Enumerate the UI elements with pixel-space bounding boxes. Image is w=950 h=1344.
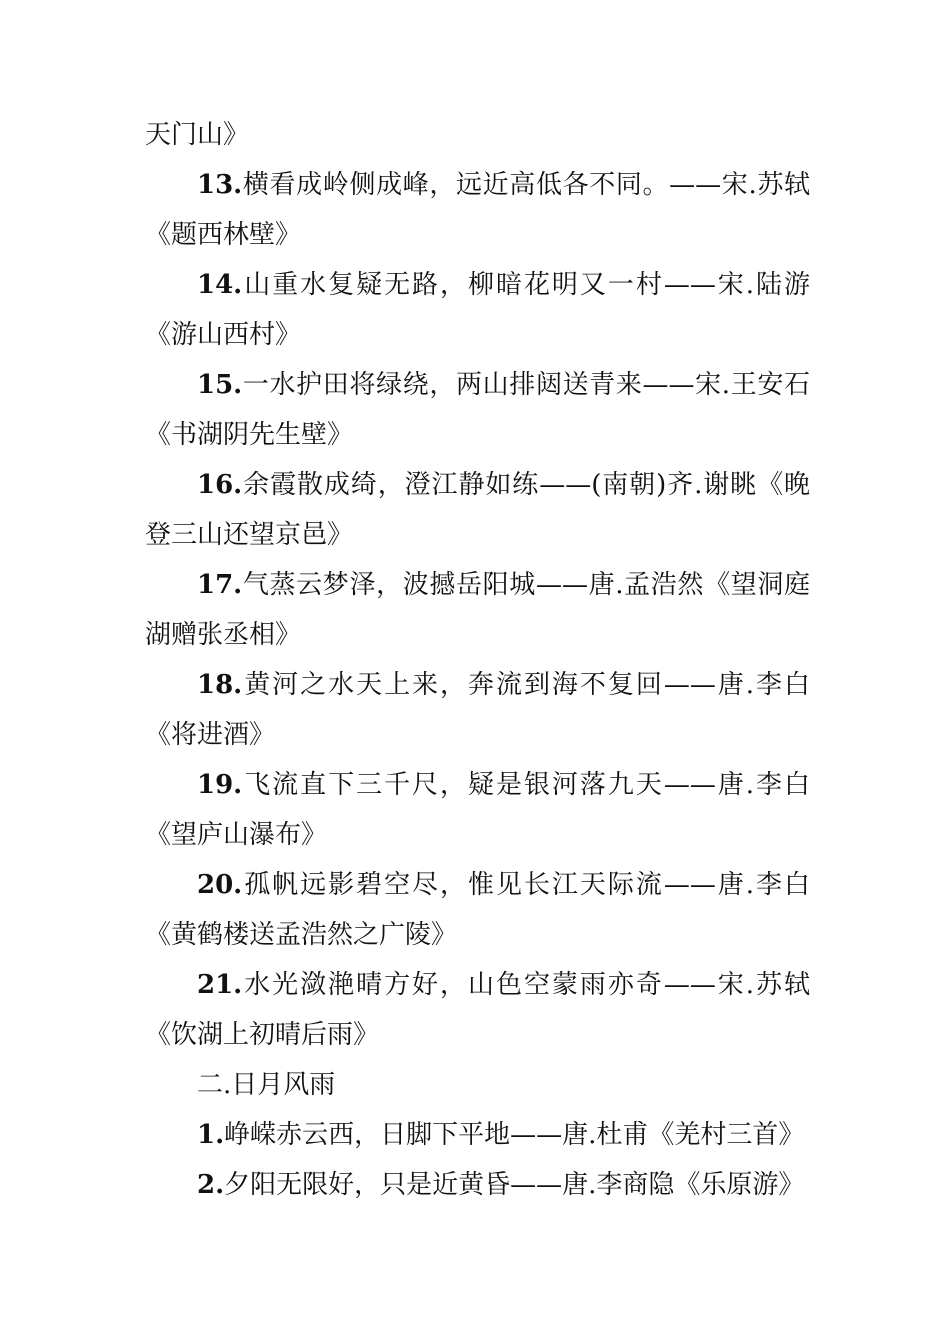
paragraph-text: 黄河之水天上来，奔流到海不复回——唐.李白《将进酒》 bbox=[145, 670, 810, 750]
paragraph-text: 横看成岭侧成峰，远近高低各不同。——宋.苏轼《题西林壁》 bbox=[145, 170, 810, 250]
item-number: 21. bbox=[197, 970, 243, 1000]
document-page bbox=[145, 110, 810, 1210]
item-number: 2. bbox=[197, 1170, 225, 1200]
poem-line-14 bbox=[145, 260, 810, 360]
item-number: 19. bbox=[197, 770, 243, 800]
poem-line-13 bbox=[145, 160, 810, 260]
paragraph-text: 水光潋滟晴方好，山色空蒙雨亦奇——宋.苏轼《饮湖上初晴后雨》 bbox=[145, 970, 810, 1050]
paragraph-text: 气蒸云梦泽，波撼岳阳城——唐.孟浩然《望洞庭湖赠张丞相》 bbox=[145, 570, 810, 650]
paragraph-continuation bbox=[145, 110, 810, 160]
paragraph-text: 孤帆远影碧空尽，惟见长江天际流——唐.李白《黄鹤楼送孟浩然之广陵》 bbox=[145, 870, 810, 950]
poem-line-17 bbox=[145, 560, 810, 660]
poem-line-20 bbox=[145, 860, 810, 960]
section-heading-text: 二.日月风雨 bbox=[197, 1070, 336, 1100]
item-number: 16. bbox=[197, 470, 243, 500]
poem-line-2 bbox=[145, 1160, 810, 1210]
paragraph-text: 山重水复疑无路，柳暗花明又一村——宋.陆游《游山西村》 bbox=[145, 270, 810, 350]
section-heading bbox=[145, 1060, 810, 1110]
paragraph-text: 飞流直下三千尺，疑是银河落九天——唐.李白《望庐山瀑布》 bbox=[145, 770, 810, 850]
item-number: 1. bbox=[197, 1120, 225, 1150]
paragraph-text: 余霞散成绮，澄江静如练——(南朝)齐.谢眺《晚登三山还望京邑》 bbox=[145, 470, 810, 550]
item-number: 20. bbox=[197, 870, 243, 900]
paragraph-text: 夕阳无限好，只是近黄昏——唐.李商隐《乐原游》 bbox=[224, 1170, 805, 1200]
poem-line-16 bbox=[145, 460, 810, 560]
item-number: 18. bbox=[197, 670, 243, 700]
poem-line-1 bbox=[145, 1110, 810, 1160]
item-number: 17. bbox=[197, 570, 243, 600]
poem-line-19 bbox=[145, 760, 810, 860]
poem-line-15 bbox=[145, 360, 810, 460]
paragraph-text: 一水护田将绿绕，两山排闼送青来——宋.王安石《书湖阴先生壁》 bbox=[145, 370, 810, 450]
poem-line-21 bbox=[145, 960, 810, 1060]
poem-line-18 bbox=[145, 660, 810, 760]
item-number: 14. bbox=[197, 270, 243, 300]
item-number: 15. bbox=[197, 370, 243, 400]
paragraph-text: 天门山》 bbox=[145, 120, 250, 150]
paragraph-text: 峥嵘赤云西，日脚下平地——唐.杜甫《羌村三首》 bbox=[224, 1120, 805, 1150]
item-number: 13. bbox=[197, 170, 243, 200]
